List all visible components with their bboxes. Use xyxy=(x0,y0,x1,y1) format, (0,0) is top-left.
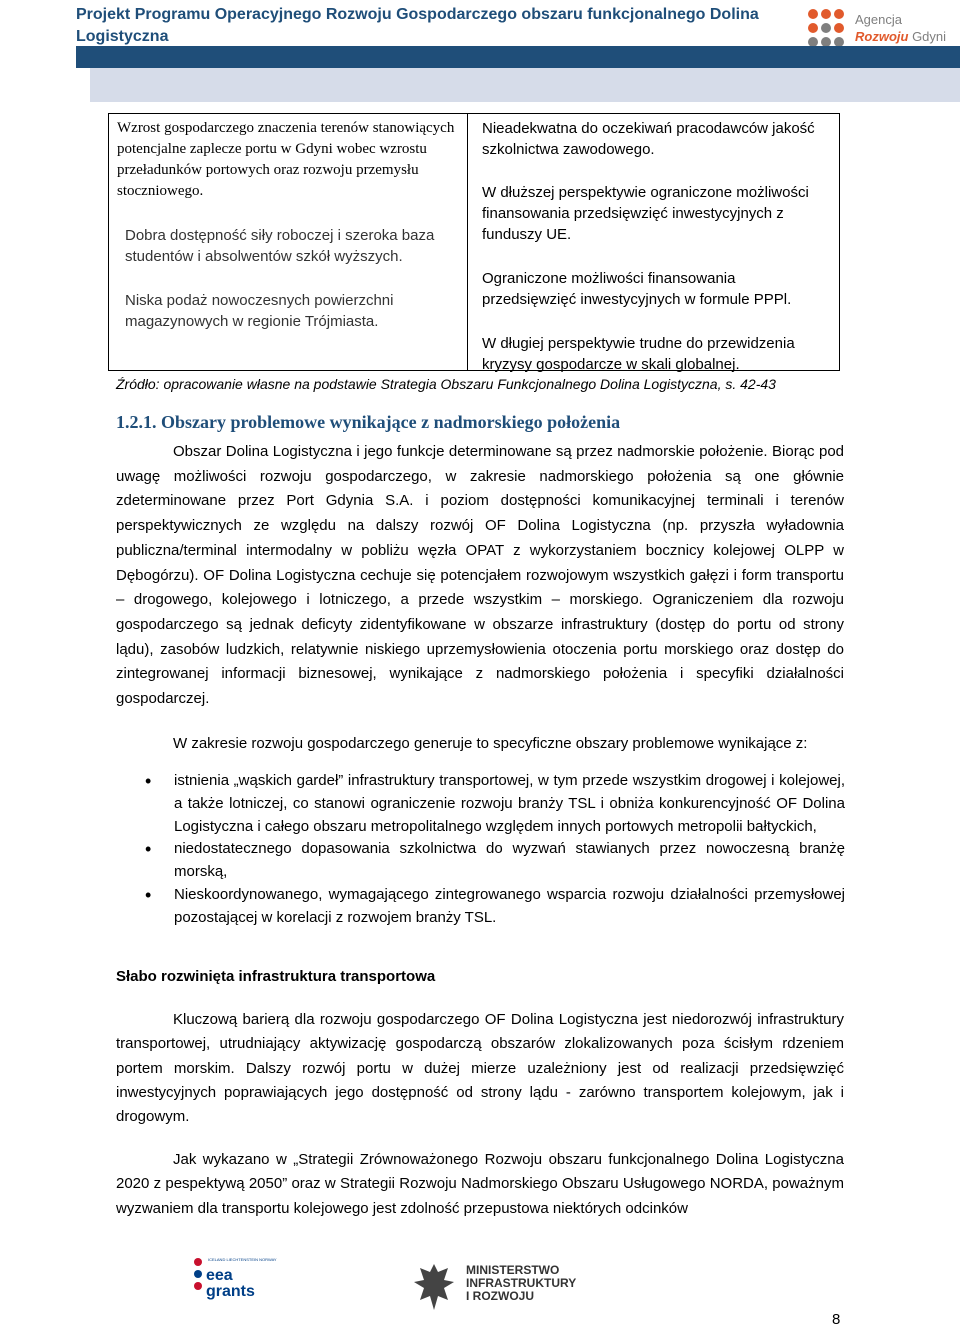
ministry-line: MINISTERSTWO xyxy=(466,1263,560,1277)
body-paragraph: Kluczową barierą dla rozwoju gospodarczego OF Dolina Logistyczna jest niedorozwój infrastruktury transportowej, utrudniający aktywizację gospodarczą obszarów zlokalizowanych poza ścisłym rdzeniem portem morskim. Dalszy rozwój portu w dużej mierze uzależniony jest od realizacji przedsięwzięć inwestycyjnych poprawiających jego dostępność od strony lądu - zarówno transportem kolejowym, jak i drogowym. xyxy=(116,1011,844,1126)
logo-text-rozwoju xyxy=(855,29,946,44)
eea-grants-logo-icon xyxy=(190,1252,277,1300)
page-header xyxy=(0,0,960,52)
logo-dots-icon xyxy=(805,6,851,50)
swot-table xyxy=(108,113,840,371)
agency-logo xyxy=(805,6,955,50)
body-paragraph: Jak wykazano w „Strategii Zrównoważonego Rozwoju obszaru funkcjonalnego Dolina Logistyczna 2020 z pespektywą 2050” oraz w Strategii Rozwoju Nadmorskiego Obszaru Usługowego NORDA, poważnym wyzwaniem dla transportu kolejowego jest zdolność przepustowa niektórych odcinków xyxy=(116,1151,844,1217)
subsection-heading: Słabo rozwinięta infrastruktura transportowa xyxy=(116,968,436,985)
svg-text:eea: eea xyxy=(206,1267,233,1284)
swot-cell-text: Wzrost gospodarczego znaczenia terenów stanowiących potencjalne zaplecze portu w Gdyni wobec wzrostu przeładunków portowych oraz rozwoju przemysłu stoczniowego. xyxy=(117,120,455,199)
logo-text-gdyni: Gdyni xyxy=(912,29,947,44)
ministry-name xyxy=(466,1264,576,1303)
table-source-note: Źródło: opracowanie własne na podstawie Strategia Obszaru Funkcjonalnego Dolina Logistyczna, s. 42-43 xyxy=(116,376,776,392)
body-paragraph: Obszar Dolina Logistyczna i jego funkcje determinowane są przez nadmorskie położenie. Biorąc pod uwagę możliwości rozwoju gospodarczego, w zakresie nadmorskiego położenia są one głównie zdeterminowane przez Port Gdynia S.A. i poziom dostępności komunikacyjnej terminali i terenów perspektywicznych ze względu na dalszy rozwój OF Dolina Logistyczna (np. przyszła wyładownia publiczna/terminal intermodalny w pobliżu węzła OPAT z wykorzystaniem bocznicy kolejowej OLPP w Dębogórzu). OF Dolina Logistyczna cechuje się potencjałem rozwojowym wszystkich gałęzi i form transportu – drogowego, kolejowego i lotniczego, a przede wszystkim – morskiego. Ograniczeniem dla rozwoju gospodarczego są jednak deficyty zidentyfikowane w obszarze infrastruktury (dostęp do portu od strony lądu), zasobów ludzkich, relatywnie niskiego uprzemysłowienia otoczenia portu morskiego oraz dostęp do zintegrowanej informacji biznesowej, wynikające z nadmorskiego położenia i specyfiki działalności gospodarczej. xyxy=(116,443,844,708)
swot-cell-text: Ograniczone możliwości finansowania przedsięwzięć inwestycyjnych w formule PPPl. xyxy=(482,270,792,308)
document-header-title: Projekt Programu Operacyjnego Rozwoju Gospodarczego obszaru funkcjonalnego Dolina Logistyczna xyxy=(76,6,759,45)
swot-cell-text: W dłuższej perspektywie ograniczone możliwości finansowania przedsięwzięć inwestycyjnych z funduszy UE. xyxy=(482,184,809,243)
list-item: • istnienia „wąskich gardeł” infrastruktury transportowej, w tym przede wszystkim drogowej i kolejowej, a także lotniczej, co stanowi ograniczenie rozwoju branży TSL i obniża konkurencyjność OF Dolina Logistyczna i całego obszaru metropolitalnego względem innych portowych metropolii bałtyckich, xyxy=(145,770,845,838)
header-band-light xyxy=(90,68,960,102)
swot-cell-text: Nieadekwatna do oczekiwań pracodawców jakość szkolnictwa zawodowego. xyxy=(482,120,815,158)
ministry-line: I ROZWOJU xyxy=(466,1289,534,1303)
header-band-dark xyxy=(76,46,960,68)
page-number: 8 xyxy=(832,1311,841,1328)
body-paragraph: W zakresie rozwoju gospodarczego generuje to specyficzne obszary problemowe wynikające z: xyxy=(173,735,808,752)
polish-eagle-icon xyxy=(410,1258,458,1318)
ministry-logo xyxy=(410,1258,590,1318)
ministry-line: INFRASTRUKTURY xyxy=(466,1276,577,1290)
logo-text-agencja: Agencja xyxy=(855,12,902,27)
swot-column-threats xyxy=(468,114,839,373)
swot-cell-text: W długiej perspektywie trudne do przewidzenia kryzysy gospodarcze w skali globalnej. xyxy=(482,335,795,373)
swot-cell-text: Niska podaż nowoczesnych powierzchni magazynowych w regionie Trójmiasta. xyxy=(125,292,394,330)
problem-areas-list xyxy=(145,770,845,930)
svg-text:ICELAND LIECHTENSTEIN NORWAY: ICELAND LIECHTENSTEIN NORWAY xyxy=(208,1257,277,1262)
svg-text:grants: grants xyxy=(206,1283,255,1300)
swot-column-opportunities xyxy=(109,114,468,370)
logo-text-rozwoju-word: Rozwoju xyxy=(855,29,909,44)
list-item: • niedostatecznego dopasowania szkolnictwa do wyzwań stawianych przez nowoczesną branżę morską, xyxy=(145,838,845,884)
section-heading: 1.2.1. Obszary problemowe wynikające z nadmorskiego położenia xyxy=(116,412,621,432)
eea-grants-logo xyxy=(190,1252,277,1300)
swot-cell-text: Dobra dostępność siły roboczej i szeroka baza studentów i absolwentów szkół wyższych. xyxy=(125,227,435,265)
list-item: • Nieskoordynowanego, wymagającego zintegrowanego wsparcia rozwoju działalności przemysłowej pozostającej w korelacji z rozwojem branży TSL. xyxy=(145,884,845,930)
